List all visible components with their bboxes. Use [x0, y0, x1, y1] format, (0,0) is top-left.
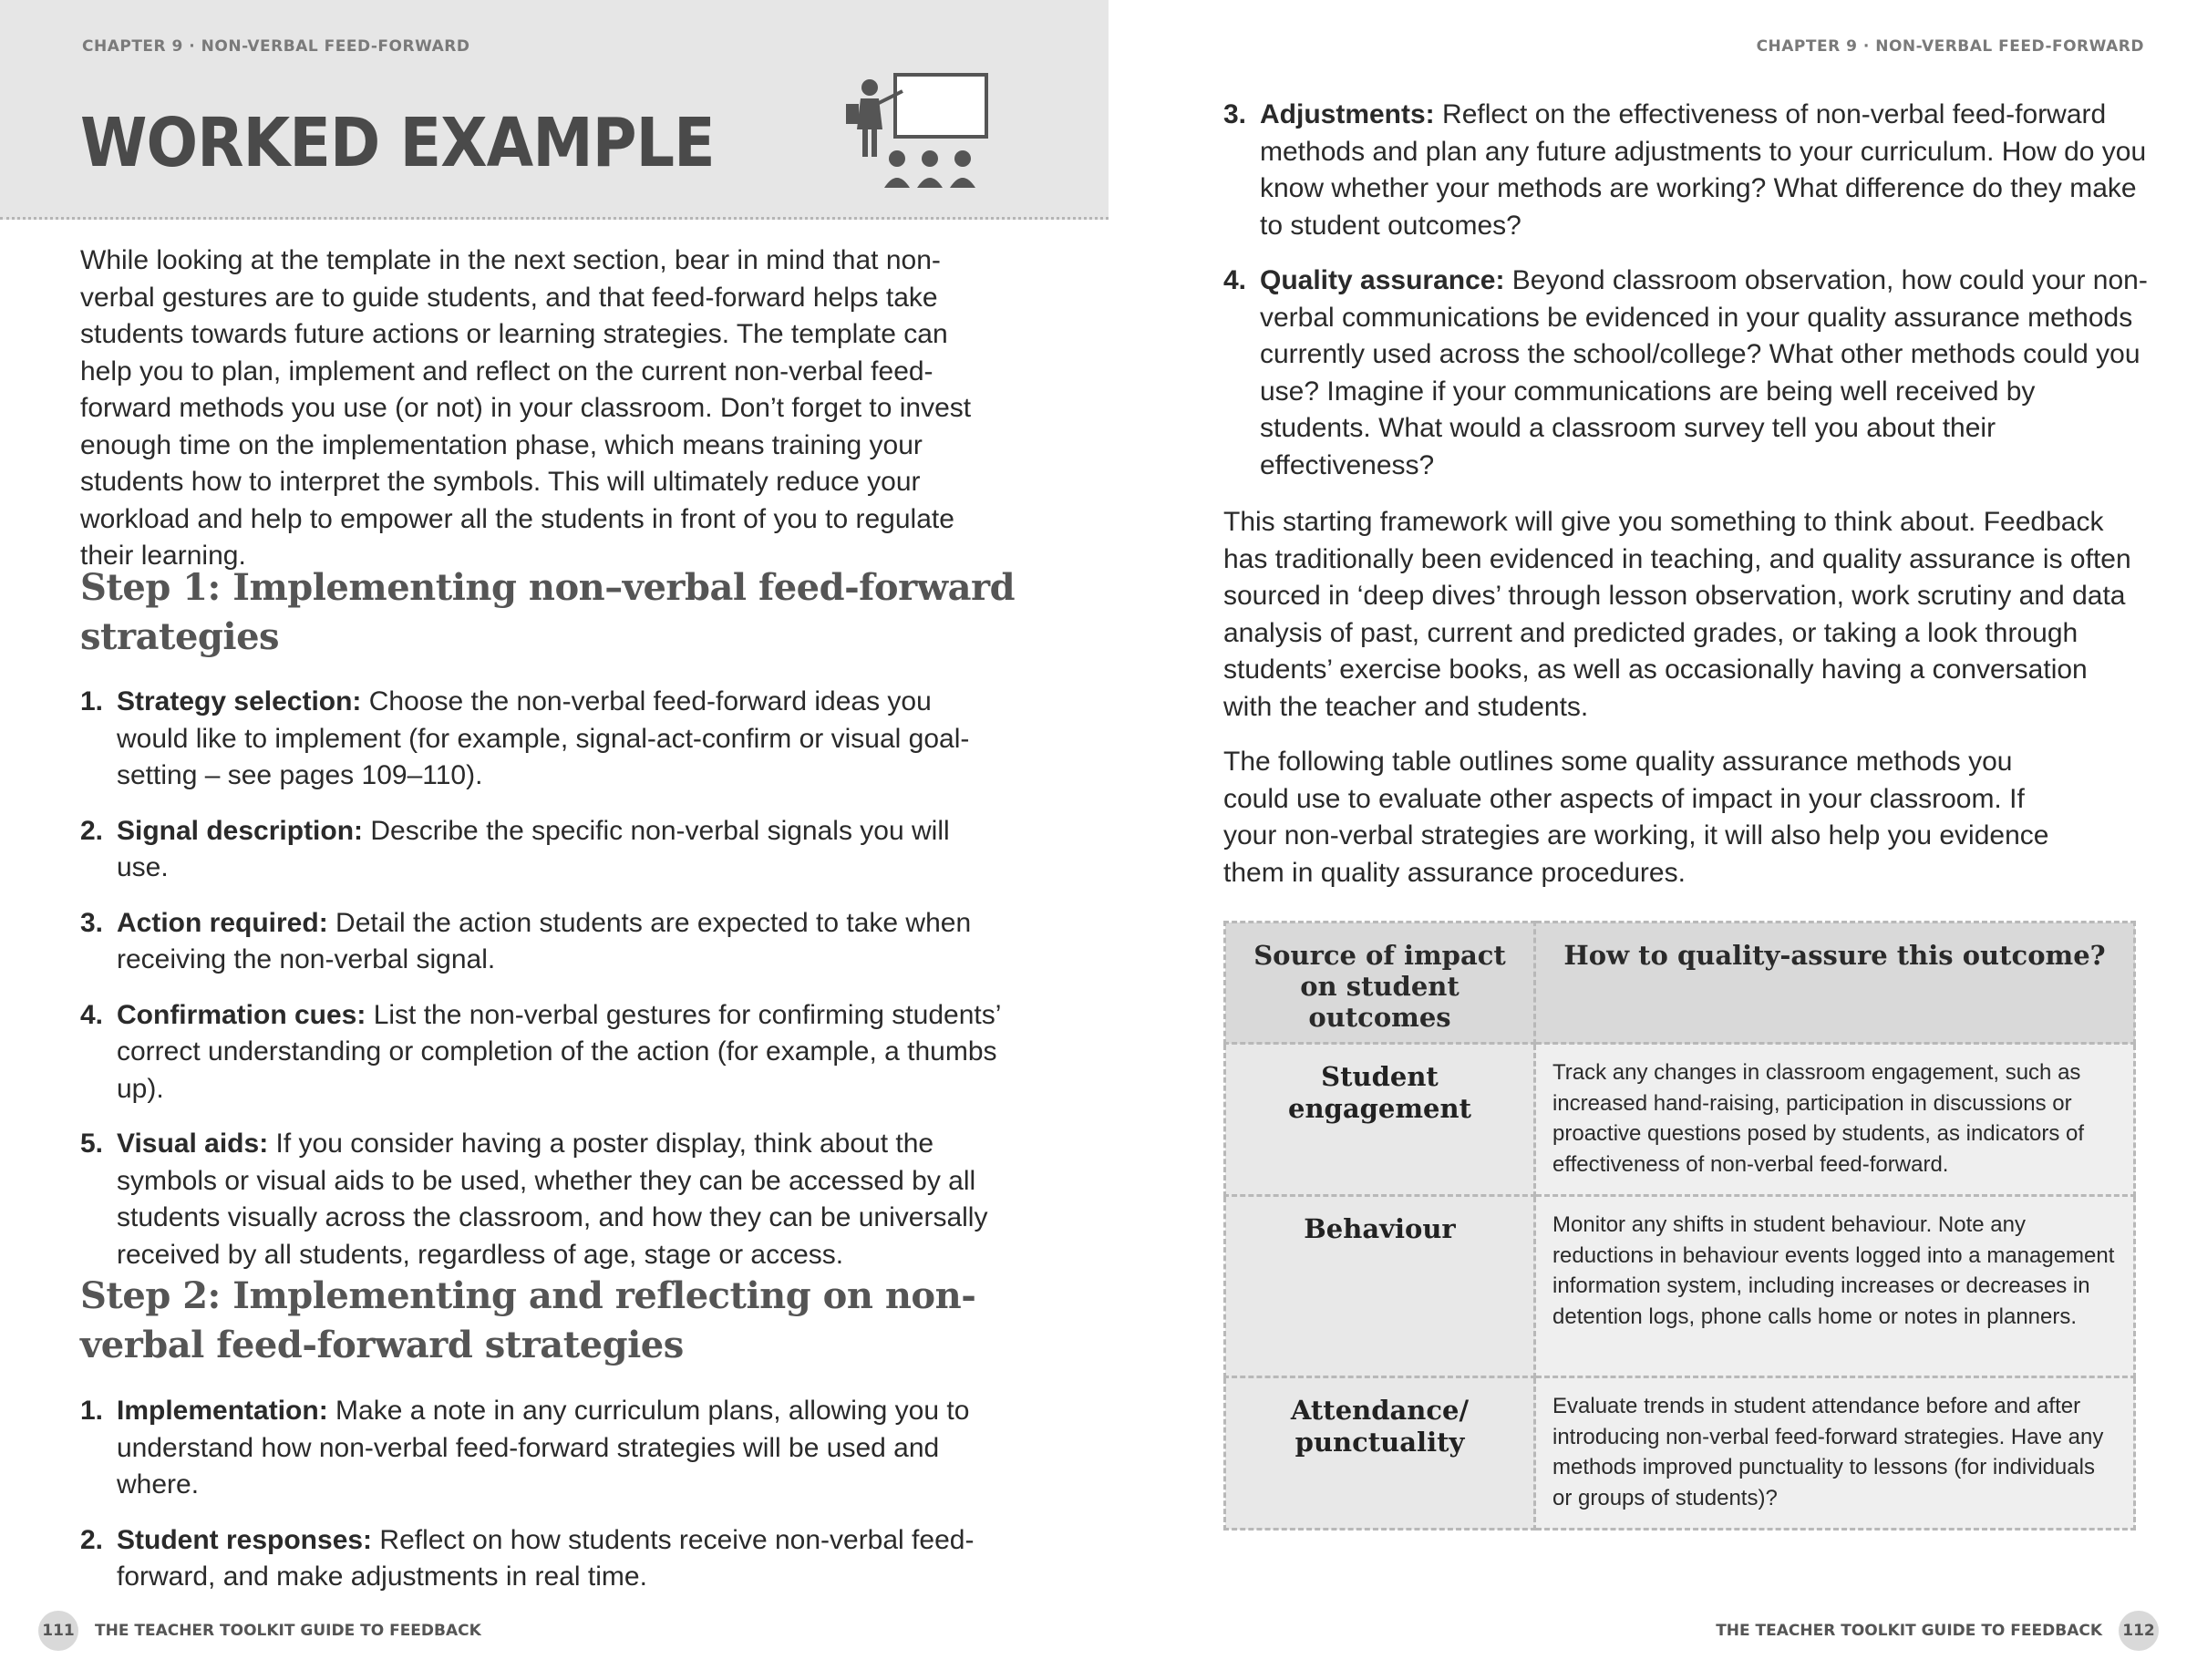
page-footer — [1716, 1613, 2159, 1649]
step1-heading: Step 1: Implementing non–verbal feed-forward strategies — [80, 566, 1016, 658]
right-page — [1109, 0, 2197, 1680]
teacher-presenting-icon — [841, 67, 994, 195]
book-title: THE TEACHER TOOLKIT GUIDE TO FEEDBACK — [1716, 1622, 2102, 1640]
table-row — [1225, 1196, 2135, 1377]
table-cell-method: Track any changes in classroom engagement, such as increased hand-raising, participation in discussions or proactive questions posed by students, as indicators of effectiveness of non-verbal feed-forward. — [1535, 1044, 2135, 1196]
intro-paragraph: While looking at the template in the next section, bear in mind that non-verbal gestures are to guide students, and that feed-forward helps take students towards future actions or learning strategies. The template can help you to plan, implement and reflect on the current non-verbal feed-forward methods you use (or not) in your classroom. Don’t forget to invest enough time on the implementation phase, which means training your students how to interpret the symbols. This will ultimately reduce your workload and help to empower all the students in front of you to regulate their learning. — [80, 245, 972, 571]
list-item: 3. Action required: Detail the action students are expected to take when receiving the non-verbal signal. — [80, 907, 972, 974]
framework-paragraph: This starting framework will give you something to think about. Feedback has traditionally been evidenced in teaching, and quality assurance is often sourced in ‘deep dives’ through lesson observation, work scrutiny and data analysis of past, current and predicted grades, or taking a look through students’ exercise books, as well as occasionally having a conversation with the teacher and students. — [1223, 507, 2131, 722]
book-title: THE TEACHER TOOLKIT GUIDE TO FEEDBACK — [95, 1622, 481, 1640]
table-row — [1225, 1044, 2135, 1196]
list-item: 2. Signal description: Describe the specific non-verbal signals you will use. — [80, 815, 950, 882]
page-footer — [38, 1613, 481, 1649]
step2-list — [80, 1393, 1001, 1614]
list-item: 1. Strategy selection: Choose the non-verbal feed-forward ideas you would like to implement (for example, signal-act-confirm or visual goal-setting – see pages 109–110). — [80, 686, 970, 790]
page-number: 112 — [2119, 1611, 2159, 1651]
list-item: 5. Visual aids: If you consider having a poster display, think about the symbols or visual aids to be used, whether they can be accessed by all students visually across the classroom, and how they can be universally received by all students, regardless of age, stage or access. — [80, 1129, 988, 1270]
table-header-row — [1225, 922, 2135, 1044]
table-cell-method: Monitor any shifts in student behaviour. Note any reductions in behaviour events logged into a management information system, including increases or decreases in detention logs, phone calls home or notes in planners. — [1535, 1196, 2135, 1377]
table-cell-method: Evaluate trends in student attendance before and after introducing non-verbal feed-forward strategies. Have any methods improved punctuality to lessons (for individuals or groups of students)? — [1535, 1377, 2135, 1530]
table-cell-source: Student engagement — [1225, 1044, 1535, 1196]
list-item: 3. Adjustments: Reflect on the effectiveness of non-verbal feed-forward methods and plan any future adjustments to your curriculum. How do you know whether your methods are working? What difference do they make to student outcomes? — [1223, 99, 2147, 241]
table-intro-paragraph: The following table outlines some quality assurance methods you could use to evaluate other aspects of impact in your classroom. If your non-verbal strategies are working, it will also help you evidence them in quality assurance procedures. — [1223, 747, 2049, 888]
list-item: 2. Student responses: Reflect on how students receive non-verbal feed-forward, and make adjustments in real time. — [80, 1524, 975, 1592]
list-item: 4. Quality assurance: Beyond classroom observation, how could your non-verbal communications be evidenced in your quality assurance methods currently used across the school/college? What other methods could you use? Imagine if your communications are being well received by students. What would a classroom survey tell you about their effectiveness? — [1223, 265, 2148, 480]
table-cell-source: Attendance/ punctuality — [1225, 1377, 1535, 1530]
running-head: CHAPTER 9 · NON-VERBAL FEED-FORWARD — [82, 37, 470, 56]
quality-assurance-table — [1223, 921, 2136, 1531]
continued-list — [1223, 97, 2153, 502]
running-head: CHAPTER 9 · NON-VERBAL FEED-FORWARD — [1756, 37, 2144, 56]
column-header: Source of impact on student outcomes — [1225, 922, 1535, 1044]
list-item: 4. Confirmation cues: List the non-verbal gestures for confirming students’ correct understanding or completion of the action (for example, a thumbs up). — [80, 999, 1001, 1104]
page-title: WORKED EXAMPLE — [80, 104, 715, 182]
step2-heading: Step 2: Implementing and reflecting on non-verbal feed-forward strategies — [80, 1274, 976, 1366]
list-item: 1. Implementation: Make a note in any curriculum plans, allowing you to understand how non-verbal feed-forward strategies will be used and where. — [80, 1396, 970, 1500]
table-row — [1225, 1377, 2135, 1530]
column-header: How to quality-assure this outcome? — [1535, 922, 2135, 1044]
table-cell-source: Behaviour — [1225, 1196, 1535, 1377]
page-number: 111 — [38, 1611, 78, 1651]
step1-list — [80, 684, 1001, 1292]
